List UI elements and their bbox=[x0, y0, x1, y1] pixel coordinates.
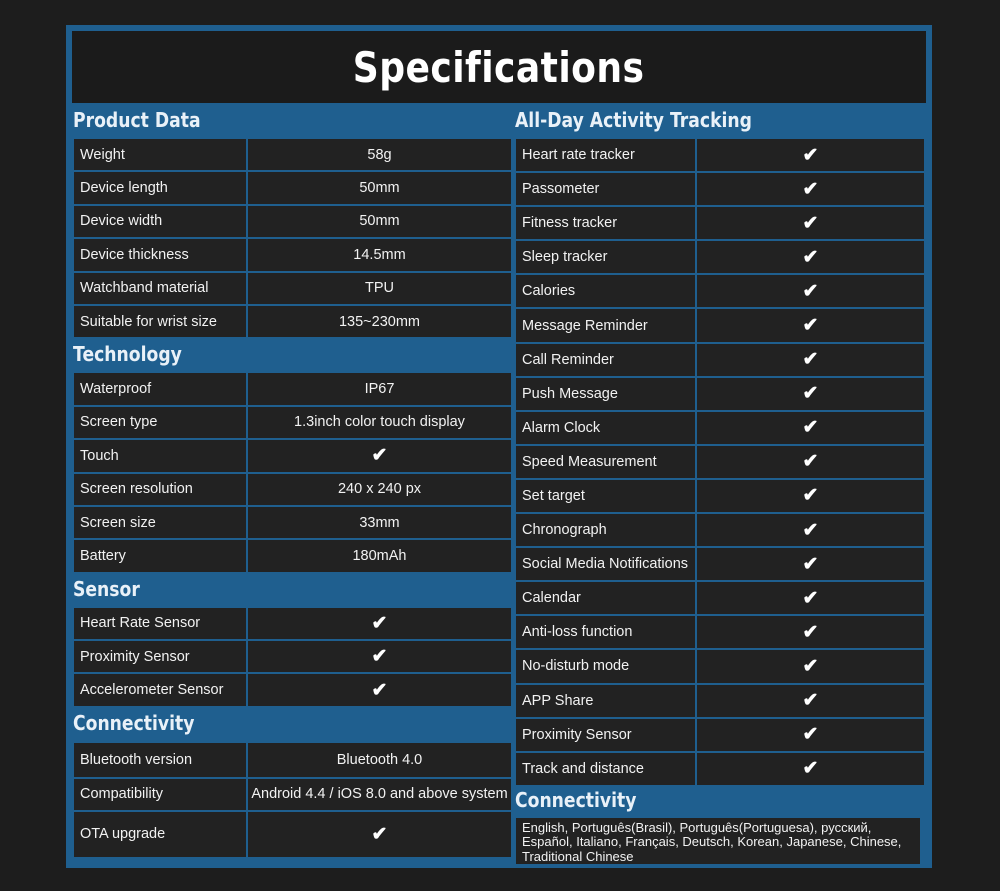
table-row bbox=[514, 751, 924, 785]
spec-label: Screen resolution bbox=[74, 472, 246, 505]
section-heading-sensor bbox=[72, 572, 511, 606]
section-heading-activity-tracking bbox=[514, 103, 924, 137]
spec-label: Touch bbox=[74, 438, 246, 471]
spec-label: Fitness tracker bbox=[516, 205, 695, 239]
check-icon: ✔ bbox=[697, 478, 924, 512]
table-row bbox=[514, 614, 924, 648]
spec-label: Compatibility bbox=[74, 777, 246, 810]
table-row bbox=[514, 205, 924, 239]
spec-label: Suitable for wrist size bbox=[74, 304, 246, 337]
check-icon: ✔ bbox=[697, 376, 924, 410]
spec-label: No-disturb mode bbox=[516, 648, 695, 682]
check-icon: ✔ bbox=[248, 639, 511, 672]
spec-value: Bluetooth 4.0 bbox=[248, 741, 511, 777]
table-row bbox=[72, 170, 511, 203]
left-column bbox=[72, 103, 511, 857]
spec-label: Heart rate tracker bbox=[516, 137, 695, 171]
table-row bbox=[514, 717, 924, 751]
spec-label: Waterproof bbox=[74, 371, 246, 404]
spec-label: Device thickness bbox=[74, 237, 246, 270]
spec-label: Watchband material bbox=[74, 271, 246, 304]
title-bar bbox=[72, 31, 926, 103]
spec-label: Track and distance bbox=[516, 751, 695, 785]
check-icon: ✔ bbox=[697, 546, 924, 580]
section-heading-product-data-text: Product Data bbox=[73, 108, 201, 132]
spec-label: Message Reminder bbox=[516, 307, 695, 341]
section-heading-connectivity-languages bbox=[514, 785, 924, 816]
table-row bbox=[514, 816, 924, 864]
table-row bbox=[72, 472, 511, 505]
spec-label: Proximity Sensor bbox=[74, 639, 246, 672]
spec-label: APP Share bbox=[516, 683, 695, 717]
table-row bbox=[514, 171, 924, 205]
spec-label: Device length bbox=[74, 170, 246, 203]
section-heading-sensor-text: Sensor bbox=[73, 576, 140, 601]
check-icon: ✔ bbox=[697, 171, 924, 205]
check-icon: ✔ bbox=[697, 205, 924, 239]
spec-label: Calendar bbox=[516, 580, 695, 614]
table-row bbox=[72, 639, 511, 672]
table-row bbox=[514, 239, 924, 273]
supported-languages: English, Português(Brasil), Português(Portuguesa), русский, Español, Italiano, Français, Deutsch, Korean, Japanese, Chinese, Traditional Chinese bbox=[516, 816, 920, 864]
check-icon: ✔ bbox=[697, 444, 924, 478]
spec-label: Set target bbox=[516, 478, 695, 512]
table-row bbox=[72, 371, 511, 404]
table-row bbox=[72, 777, 511, 810]
check-icon: ✔ bbox=[697, 717, 924, 751]
check-icon: ✔ bbox=[697, 648, 924, 682]
section-heading-technology-text: Technology bbox=[73, 342, 182, 367]
spec-value: 14.5mm bbox=[248, 237, 511, 270]
spec-value: 1.3inch color touch display bbox=[248, 405, 511, 438]
check-icon: ✔ bbox=[697, 512, 924, 546]
table-row bbox=[514, 683, 924, 717]
spec-label: Call Reminder bbox=[516, 342, 695, 376]
table-row bbox=[72, 204, 511, 237]
check-icon: ✔ bbox=[248, 672, 511, 705]
table-row bbox=[514, 546, 924, 580]
right-column bbox=[514, 103, 924, 864]
check-icon: ✔ bbox=[697, 614, 924, 648]
spec-label: Speed Measurement bbox=[516, 444, 695, 478]
spec-label: Battery bbox=[74, 538, 246, 571]
spec-value: TPU bbox=[248, 271, 511, 304]
section-heading-connectivity-languages-text: Connectivity bbox=[515, 788, 637, 813]
check-icon: ✔ bbox=[248, 438, 511, 471]
table-row bbox=[514, 273, 924, 307]
spec-label: Chronograph bbox=[516, 512, 695, 546]
spec-value: 33mm bbox=[248, 505, 511, 538]
table-row bbox=[72, 438, 511, 471]
check-icon: ✔ bbox=[697, 273, 924, 307]
table-row bbox=[72, 304, 511, 337]
check-icon: ✔ bbox=[697, 751, 924, 785]
section-heading-connectivity-text: Connectivity bbox=[73, 711, 195, 736]
spec-label: Screen size bbox=[74, 505, 246, 538]
spec-label: Accelerometer Sensor bbox=[74, 672, 246, 705]
check-icon: ✔ bbox=[697, 683, 924, 717]
spec-label: Push Message bbox=[516, 376, 695, 410]
table-row bbox=[72, 237, 511, 270]
spec-label: Bluetooth version bbox=[74, 741, 246, 777]
table-row bbox=[514, 342, 924, 376]
table-row bbox=[514, 376, 924, 410]
spec-label: OTA upgrade bbox=[74, 810, 246, 857]
section-heading-product-data bbox=[72, 103, 511, 137]
table-row bbox=[72, 741, 511, 777]
page-title: Specifications bbox=[353, 42, 645, 92]
spec-value: 180mAh bbox=[248, 538, 511, 571]
table-row bbox=[72, 810, 511, 857]
check-icon: ✔ bbox=[697, 342, 924, 376]
spec-label: Social Media Notifications bbox=[516, 546, 695, 580]
table-row bbox=[514, 410, 924, 444]
spec-value: IP67 bbox=[248, 371, 511, 404]
spec-label: Alarm Clock bbox=[516, 410, 695, 444]
table-row bbox=[72, 271, 511, 304]
spec-value: 240 x 240 px bbox=[248, 472, 511, 505]
table-row bbox=[72, 505, 511, 538]
spec-label: Sleep tracker bbox=[516, 239, 695, 273]
spec-label: Passometer bbox=[516, 171, 695, 205]
table-row bbox=[514, 580, 924, 614]
check-icon: ✔ bbox=[697, 239, 924, 273]
section-heading-technology bbox=[72, 337, 511, 371]
spec-label: Calories bbox=[516, 273, 695, 307]
table-row bbox=[72, 405, 511, 438]
table-row bbox=[514, 478, 924, 512]
spec-value: 50mm bbox=[248, 204, 511, 237]
spec-label: Device width bbox=[74, 204, 246, 237]
check-icon: ✔ bbox=[248, 810, 511, 857]
table-row bbox=[514, 444, 924, 478]
section-heading-activity-tracking-text: All-Day Activity Tracking bbox=[515, 108, 752, 132]
spec-value: Android 4.4 / iOS 8.0 and above system bbox=[248, 777, 511, 810]
check-icon: ✔ bbox=[697, 307, 924, 341]
spec-label: Screen type bbox=[74, 405, 246, 438]
table-row bbox=[72, 672, 511, 705]
spec-label: Heart Rate Sensor bbox=[74, 606, 246, 639]
spec-label: Proximity Sensor bbox=[516, 717, 695, 751]
table-row bbox=[514, 512, 924, 546]
section-heading-connectivity bbox=[72, 706, 511, 741]
spec-label: Weight bbox=[74, 137, 246, 170]
table-row bbox=[72, 606, 511, 639]
table-row bbox=[514, 137, 924, 171]
spec-label: Anti-loss function bbox=[516, 614, 695, 648]
table-row bbox=[72, 137, 511, 170]
check-icon: ✔ bbox=[248, 606, 511, 639]
check-icon: ✔ bbox=[697, 137, 924, 171]
spec-value: 50mm bbox=[248, 170, 511, 203]
table-row bbox=[514, 648, 924, 682]
check-icon: ✔ bbox=[697, 410, 924, 444]
check-icon: ✔ bbox=[697, 580, 924, 614]
spec-value: 135~230mm bbox=[248, 304, 511, 337]
table-row bbox=[514, 307, 924, 341]
spec-value: 58g bbox=[248, 137, 511, 170]
table-row bbox=[72, 538, 511, 571]
